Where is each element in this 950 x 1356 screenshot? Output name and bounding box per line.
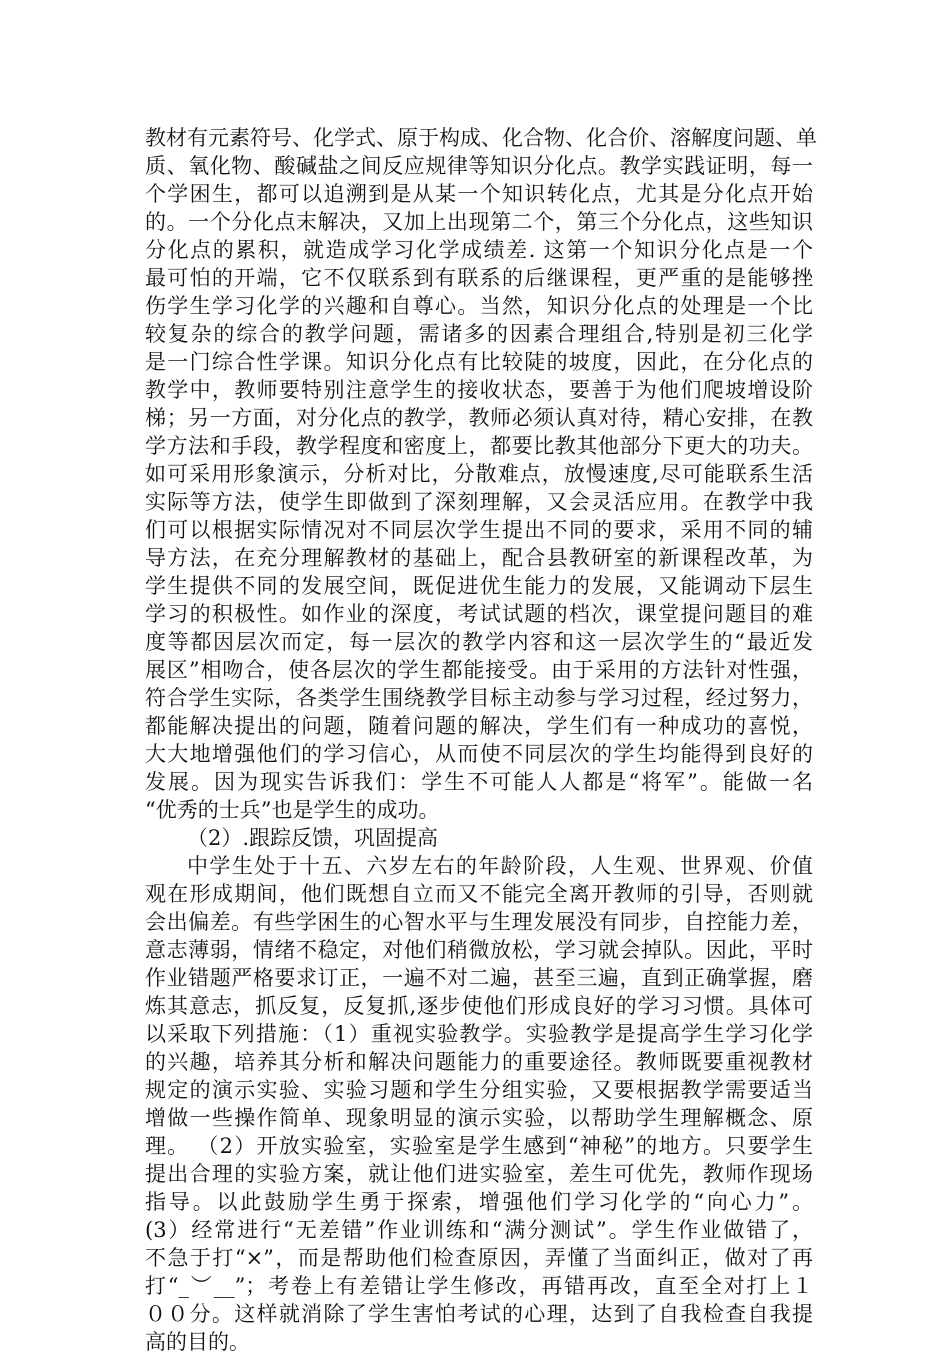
paragraph-line: 炼其意志，抓反复，反复抓,逐步使他们形成良好的学习习惯。具体可 [145, 994, 813, 1018]
paragraph-line: 学生提供不同的发展空间，既促进优生能力的发展，又能调动下层生 [145, 574, 813, 598]
paragraph-line: 最可怕的开端，它不仅联系到有联系的后继课程，更严重的是能够挫 [145, 266, 813, 290]
paragraph-line: 中学生处于十五、六岁左右的年龄阶段，人生观、世界观、价值 [187, 854, 813, 878]
paragraph-line: 展区”相吻合，使各层次的学生都能接受。由于采用的方法针对性强， [145, 658, 813, 682]
paragraph-line: 较复杂的综合的教学问题，需诸多的因素合理组合,特别是初三化学 [145, 322, 813, 346]
paragraph-line: 质、氧化物、酸碱盐之间反应规律等知识分化点。教学实践证明，每一 [145, 154, 813, 178]
paragraph-line: 打“_︶__”；考卷上有差错让学生修改，再错再改，直至全对打上１ [145, 1274, 813, 1298]
paragraph-line: ００分。这样就消除了学生害怕考试的心理，达到了自我检查自我提 [145, 1302, 813, 1326]
paragraph-line: (3）经常进行“无差错”作业训练和“满分测试”。学生作业做错了， [145, 1218, 813, 1242]
paragraph-line: 符合学生实际，各类学生围绕教学目标主动参与学习过程，经过努力， [145, 686, 813, 710]
paragraph-line: 是一门综合性学课。知识分化点有比较陡的坡度，因此，在分化点的 [145, 350, 813, 374]
paragraph-line: 个学困生，都可以追溯到是从某一个知识转化点，尤其是分化点开始 [145, 182, 813, 206]
paragraph-line: 如可采用形象演示，分析对比，分散难点，放慢速度,尽可能联系生活 [145, 462, 813, 486]
paragraph-line: 教学中，教师要特别注意学生的接收状态，要善于为他们爬坡增设阶 [145, 378, 813, 402]
paragraph-line: 实际等方法，使学生即做到了深刻理解，又会灵活应用。在教学中我 [145, 490, 813, 514]
paragraph-line: 的。一个分化点末解决，又加上出现第二个，第三个分化点，这些知识 [145, 210, 813, 234]
paragraph-line: 们可以根据实际情况对不同层次学生提出不同的要求，采用不同的辅 [145, 518, 813, 542]
document-body [145, 124, 817, 1356]
paragraph-line: 指导。以此鼓励学生勇于探索，增强他们学习化学的“向心力”。 [145, 1190, 813, 1214]
paragraph-line: 增做一些操作简单、现象明显的演示实验，以帮助学生理解概念、原 [145, 1106, 813, 1130]
paragraph-line: “优秀的士兵”也是学生的成功。 [145, 798, 440, 822]
paragraph-line: 观在形成期间，他们既想自立而又不能完全离开教师的引导，否则就 [145, 882, 813, 906]
paragraph-line: 理。 （2）开放实验室，实验室是学生感到“神秘”的地方。只要学生 [145, 1134, 813, 1158]
paragraph-line: 教材有元素符号、化学式、原于构成、化合物、化合价、溶解度问题、单 [145, 126, 817, 150]
paragraph-line: 梯；另一方面，对分化点的教学，教师必须认真对待，精心安排，在教 [145, 406, 813, 430]
paragraph-line: 作业错题严格要求订正，一遍不对二遍，甚至三遍，直到正确掌握，磨 [145, 966, 813, 990]
paragraph-line: 规定的演示实验、实验习题和学生分组实验，又要根据教学需要适当 [145, 1078, 813, 1102]
paragraph-line: 导方法，在充分理解教材的基础上，配合县教研室的新课程改革，为 [145, 546, 813, 570]
paragraph-line: 伤学生学习化学的兴趣和自尊心。当然，知识分化点的处理是一个比 [145, 294, 813, 318]
paragraph-line: 学方法和手段，教学程度和密度上，都要比教其他部分下更大的功夫。 [145, 434, 813, 458]
paragraph-line: 高的目的。 [145, 1330, 250, 1354]
paragraph-line: 以采取下列措施：（1）重视实验教学。实验教学是提高学生学习化学 [145, 1022, 813, 1046]
section-heading: （2）.跟踪反馈，巩固提高 [187, 826, 439, 850]
paragraph-line: 都能解决提出的问题，随着问题的解决，学生们有一种成功的喜悦， [145, 714, 813, 738]
paragraph-line: 提出合理的实验方案，就让他们进实验室，差生可优先，教师作现场 [145, 1162, 813, 1186]
paragraph-line: 度等都因层次而定，每一层次的教学内容和这一层次学生的“最近发 [145, 630, 813, 654]
paragraph-line: 学习的积极性。如作业的深度，考试试题的档次，课堂提问题目的难 [145, 602, 813, 626]
paragraph-line: 会出偏差。有些学困生的心智水平与生理发展没有同步，自控能力差， [145, 910, 813, 934]
paragraph-line: 大大地增强他们的学习信心，从而使不同层次的学生均能得到良好的 [145, 742, 813, 766]
paragraph-line: 不急于打“×”，而是帮助他们检查原因，弄懂了当面纠正，做对了再 [145, 1246, 813, 1270]
paragraph-line: 分化点的累积，就造成学习化学成绩差. 这第一个知识分化点是一个 [145, 238, 813, 262]
paragraph-line: 意志薄弱，情绪不稳定，对他们稍微放松，学习就会掉队。因此，平时 [145, 938, 813, 962]
paragraph-line: 发展。因为现实告诉我们：学生不可能人人都是“将军”。能做一名 [145, 770, 813, 794]
paragraph-line: 的兴趣，培养其分析和解决问题能力的重要途径。教师既要重视教材 [145, 1050, 813, 1074]
